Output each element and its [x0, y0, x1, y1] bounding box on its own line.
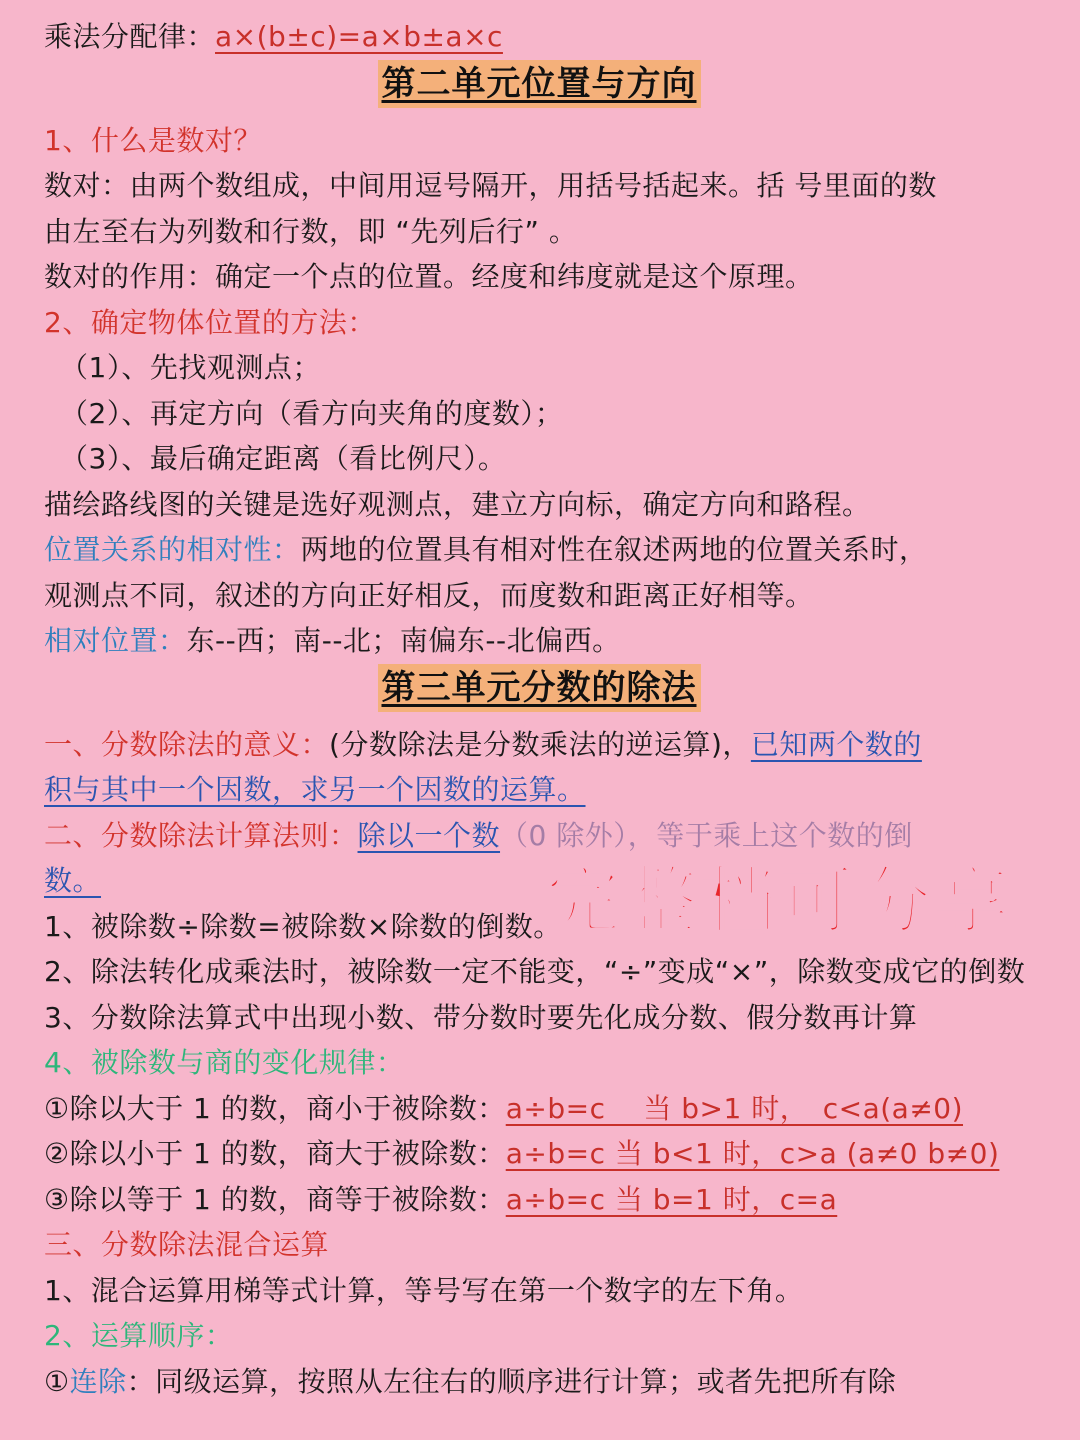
step-2: （2）、再定方向（看方向夹角的度数）； — [60, 396, 564, 430]
unit2-title-row — [44, 60, 1034, 118]
mixed-ops-3-label: 连除 — [69, 1364, 127, 1398]
calc-rule-4: 4、被除数与商的变化规律： — [44, 1046, 405, 1079]
quotient-rule-2-formula: a÷b=c 当 b<1 时，c>a (a≠0 b≠0) — [505, 1137, 1000, 1170]
relativity-label: 位置关系的相对性： — [44, 533, 301, 566]
calc-rule-3: 3、分数除法算式中出现小数、带分数时要先化成分数、假分数再计算 — [44, 1000, 918, 1034]
unit2-title: 第二单元位置与方向 — [378, 60, 701, 108]
meaning-line-1 — [44, 722, 1034, 768]
meaning-text: (分数除法是分数乘法的逆运算)， — [329, 727, 751, 761]
meaning-line-2 — [44, 767, 1034, 813]
question-2: 2、确定物体位置的方法： — [44, 305, 376, 339]
relative-position-line — [44, 618, 1034, 664]
distributive-law-line — [44, 14, 1034, 60]
mixed-ops-3-num: ① — [44, 1364, 70, 1398]
paragraph-3: 数对的作用：确定一个点的位置。经度和纬度就是这个原理。 — [44, 260, 814, 293]
step-1: （1）、先找观测点； — [60, 351, 321, 384]
quotient-rule-2-text: ②除以小于 1 的数，商大于被除数： — [44, 1137, 506, 1170]
quotient-rule-3 — [44, 1177, 1034, 1223]
meaning-definition-2: 积与其中一个因数，求另一个因数的运算。 — [44, 773, 586, 806]
unit3-title-row — [44, 664, 1034, 722]
mixed-ops-2: 2、运算顺序： — [44, 1319, 234, 1352]
mixed-ops-3-text: ：同级运算，按照从左往右的顺序进行计算；或者先把所有除 — [126, 1364, 897, 1398]
relativity-text: 两地的位置具有相对性在叙述两地的位置关系时， — [300, 533, 928, 566]
paragraph-5: 观测点不同，叙述的方向正好相反，而度数和距离正好相等。 — [44, 578, 814, 612]
quotient-rule-1 — [44, 1086, 1034, 1132]
paragraph-4: 描绘路线图的关键是选好观测点，建立方向标，确定方向和路程。 — [44, 487, 871, 521]
paragraph-1: 数对：由两个数组成，中间用逗号隔开，用括号括起来。括 号里面的数 — [44, 169, 937, 202]
quotient-rule-3-text: ③除以等于 1 的数，商等于被除数： — [44, 1182, 506, 1216]
quotient-rule-1-text: ①除以大于 1 的数，商小于被除数： — [44, 1091, 506, 1125]
quotient-rule-3-formula: a÷b=c 当 b=1 时，c=a — [505, 1182, 838, 1216]
rule-definition-1: 除以一个数 — [357, 818, 501, 852]
mixed-ops-1: 1、混合运算用梯等式计算，等号写在第一个数字的左下角。 — [44, 1273, 804, 1307]
mixed-ops-3 — [44, 1359, 1034, 1405]
step-3: （3）、最后确定距离（看比例尺）。 — [60, 442, 507, 475]
calc-rule-2: 2、除法转化成乘法时，被除数一定不能变，“÷”变成“×”，除数变成它的倒数 — [44, 955, 1026, 988]
relative-position-label: 相对位置： — [44, 624, 187, 657]
document-page — [44, 14, 1034, 1404]
distributive-law-formula: a×(b±c)=a×b±a×c — [215, 20, 503, 53]
relative-position-text: 东--西；南--北；南偏东--北偏西。 — [186, 624, 621, 657]
meaning-label: 一、分数除法的意义： — [44, 727, 330, 761]
rule-definition-2: 数。 — [44, 864, 102, 897]
calc-rule-1: 1、被除数÷除数=被除数×除数的倒数。 — [44, 909, 562, 943]
quotient-rule-2 — [44, 1131, 1034, 1177]
rule-label: 二、分数除法计算法则： — [44, 818, 358, 852]
quotient-rule-1-formula: a÷b=c 当 b>1 时， c<a(a≠0) — [505, 1091, 964, 1125]
watermark-text: 完整档可分享 — [546, 858, 1014, 944]
distributive-law-label: 乘法分配律： — [44, 20, 216, 53]
question-1: 1、什么是数对？ — [44, 123, 262, 157]
meaning-definition-1: 已知两个数的 — [750, 727, 922, 761]
mixed-ops-heading: 三、分数除法混合运算 — [44, 1228, 330, 1261]
rule-definition-faded: （0 除外），等于乘上这个数的倒 — [500, 818, 913, 852]
relativity-line — [44, 527, 1034, 573]
unit3-title: 第三单元分数的除法 — [378, 664, 701, 712]
paragraph-2: 由左至右为列数和行数，即 “先列后行” 。 — [44, 214, 578, 248]
